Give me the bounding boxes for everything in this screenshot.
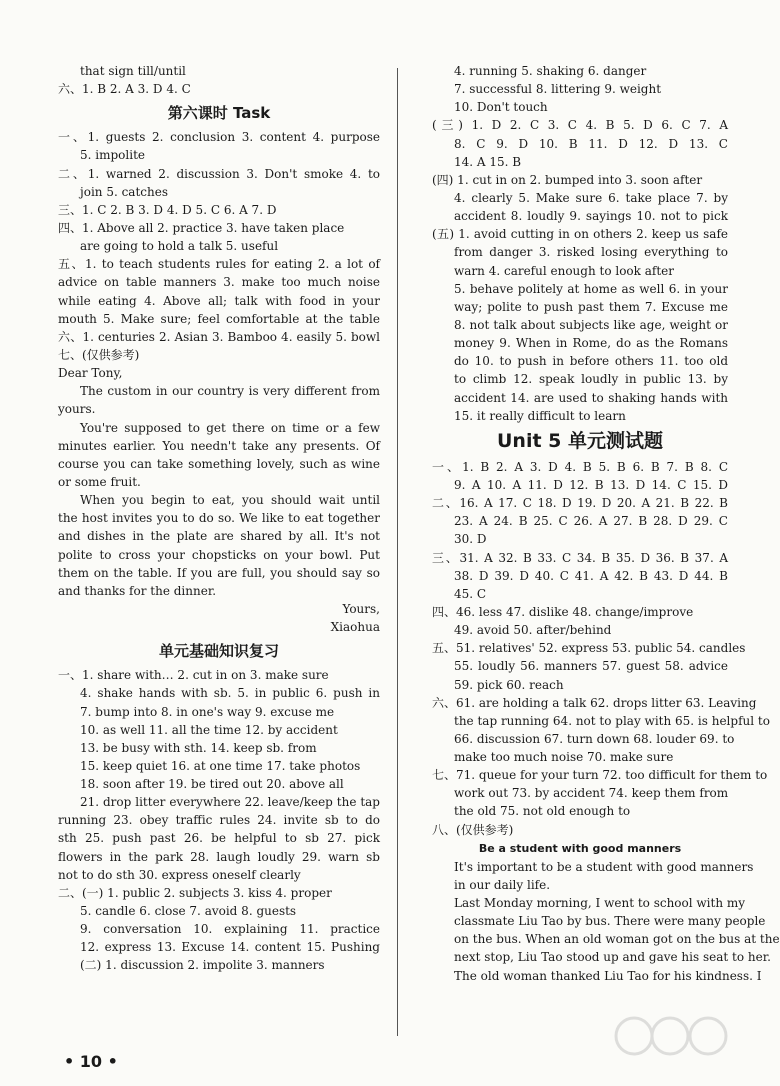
right-line: make too much noise 70. make sure: [454, 750, 674, 765]
left-line: 10. as well 11. all the time 12. by accident: [80, 722, 338, 737]
right-line: to climb 12. speak loudly in public 13. by: [454, 372, 728, 387]
right-line: 4. running 5. shaking 6. danger: [454, 64, 647, 78]
left-line: join 5. catches: [80, 184, 168, 199]
right-line: the old 75. not old enough to: [454, 804, 631, 819]
left-line: 12. express 13. Excuse 14. content 15. Pushing: [80, 940, 380, 955]
right-line: 八、(仅供参考): [432, 822, 514, 837]
left-line: or some fruit.: [58, 474, 141, 489]
right-line: classmate Liu Tao by bus. There were many people: [454, 914, 766, 929]
right-line: 4. clearly 5. Make sure 6. take place 7. by: [454, 190, 728, 205]
right-line: from danger 3. risked losing everything to: [454, 245, 728, 260]
column-divider: [397, 68, 398, 1036]
left-line: the host invites you to do so. We like to eat together: [58, 511, 380, 526]
left-line: 一、1. share with… 2. cut in on 3. make sure: [58, 668, 329, 683]
right-line: 59. pick 60. reach: [454, 677, 564, 692]
left-line: that sign till/until: [80, 64, 186, 78]
right-line: 二、16. A 17. C 18. D 19. D 20. A 21. B 22. B: [432, 496, 728, 511]
left-line: 13. be busy with sth. 14. keep sb. from: [80, 740, 317, 755]
left-line: 4. shake hands with sb. 5. in public 6. push in: [80, 686, 380, 701]
right-line: 14. A 15. B: [454, 154, 522, 169]
left-line: You're supposed to get there on time or a few: [80, 420, 380, 435]
right-line: 15. it really difficult to learn: [454, 408, 626, 423]
right-line: 六、61. are holding a talk 62. drops litter 63. Leaving: [432, 695, 757, 710]
left-line: Xiaohua: [330, 620, 380, 635]
left-line: polite to cross your chopsticks on your bowl. Put: [58, 547, 380, 562]
left-line: minutes earlier. You needn't take any presents. Of: [58, 438, 380, 453]
right-line: 三、31. A 32. B 33. C 34. B 35. D 36. B 37. A: [432, 550, 728, 565]
left-line: 5. candle 6. close 7. avoid 8. guests: [80, 904, 297, 919]
left-line: while eating 4. Above all; talk with food in your: [58, 293, 380, 308]
right-line: Last Monday morning, I went to school with my: [454, 896, 746, 911]
left-column: [58, 62, 380, 975]
right-line: do 10. to push in before others 11. too old: [454, 354, 728, 369]
left-line: Yours,: [342, 601, 380, 616]
left-line: and dishes in the plate are shared by all. It's not: [58, 529, 380, 544]
left-line: 七、(仅供参考): [58, 347, 140, 362]
right-line: It's important to be a student with good manners: [454, 859, 754, 874]
right-line: 7. successful 8. littering 9. weight: [454, 82, 662, 97]
right-line: 五、51. relatives' 52. express 53. public 54. candles: [432, 641, 746, 656]
left-line: and thanks for the dinner.: [58, 583, 217, 598]
left-line: 18. soon after 19. be tired out 20. above all: [80, 777, 344, 792]
left-line: 单元基础知识复习: [158, 642, 279, 661]
right-line: The old woman thanked Liu Tao for his kindness. I: [454, 968, 762, 983]
left-line: When you begin to eat, you should wait until: [80, 493, 380, 508]
right-line: in our daily life.: [454, 877, 551, 892]
right-line: 45. C: [454, 586, 487, 601]
right-line: 49. avoid 50. after/behind: [454, 623, 612, 638]
right-line: 55. loudly 56. manners 57. guest 58. advice: [454, 659, 728, 674]
page-number: • 10 •: [64, 1052, 118, 1071]
left-line: 第六课时 Task: [167, 104, 271, 123]
left-line: 五、1. to teach students rules for eating 2. a lot of: [58, 257, 380, 272]
right-line: the tap running 64. not to play with 65. is helpful to: [454, 713, 770, 728]
left-line: flowers in the park 28. laugh loudly 29. warn sb: [58, 849, 380, 864]
right-line: accident 8. loudly 9. sayings 10. not to pick: [454, 209, 728, 224]
left-line: 一、1. guests 2. conclusion 3. content 4. purpose: [58, 130, 380, 145]
left-line: 二、1. warned 2. discussion 3. Don't smoke 4. to: [58, 166, 380, 181]
right-line: way; polite to push past them 7. Excuse me: [454, 299, 728, 314]
right-line: 23. A 24. B 25. C 26. A 27. B 28. D 29. C: [454, 514, 728, 529]
right-line: 66. discussion 67. turn down 68. louder 69. to: [454, 731, 735, 746]
right-line: 10. Don't touch: [454, 100, 548, 115]
right-line: (五) 1. avoid cutting in on others 2. keep us safe: [432, 227, 728, 242]
right-line: Be a student with good manners: [478, 841, 682, 855]
right-line: money 9. When in Rome, do as the Romans: [454, 336, 728, 351]
left-line: 21. drop litter everywhere 22. leave/keep the tap: [80, 795, 380, 810]
left-line: mouth 5. Make sure; feel comfortable at the table: [58, 311, 380, 326]
left-line: 三、1. C 2. B 3. D 4. D 5. C 6. A 7. D: [58, 202, 277, 217]
left-line: course you can take something lovely, such as wine: [58, 456, 380, 471]
left-line: 六、1. B 2. A 3. D 4. C: [58, 82, 191, 97]
right-line: 8. not talk about subjects like age, weight or: [454, 317, 728, 332]
right-line: 七、71. queue for your turn 72. too difficult for them to: [432, 768, 768, 783]
right-line: warn 4. careful enough to look after: [454, 263, 675, 278]
right-line: 四、46. less 47. dislike 48. change/improve: [432, 604, 694, 619]
left-line: 15. keep quiet 16. at one time 17. take photos: [80, 758, 361, 773]
left-line: 二、(一) 1. public 2. subjects 3. kiss 4. proper: [58, 885, 332, 900]
right-line: next stop, Liu Tao stood up and gave his seat to her.: [454, 950, 771, 965]
left-line: The custom in our country is very different from: [80, 384, 380, 399]
left-line: (二) 1. discussion 2. impolite 3. manners: [80, 958, 325, 973]
right-line: 30. D: [454, 532, 487, 547]
right-line: (四) 1. cut in on 2. bumped into 3. soon after: [432, 172, 703, 187]
left-line: are going to hold a talk 5. useful: [80, 239, 279, 254]
right-line: on the bus. When an old woman got on the bus at the: [454, 932, 780, 947]
watermark-logo: [612, 1010, 742, 1080]
right-line: 9. A 10. A 11. D 12. B 13. D 14. C 15. D: [454, 477, 728, 492]
left-line: Dear Tony,: [58, 366, 123, 381]
right-line: work out 73. by accident 74. keep them from: [454, 786, 729, 801]
left-line: them on the table. If you are full, you should say so: [58, 565, 380, 580]
right-line: Unit 5 单元测试题: [497, 429, 663, 452]
left-line: yours.: [58, 402, 96, 417]
right-line: 一、1. B 2. A 3. D 4. B 5. B 6. B 7. B 8. C: [432, 459, 728, 474]
right-line: (三) 1. D 2. C 3. C 4. B 5. D 6. C 7. A: [432, 118, 728, 133]
left-line: advice on table manners 3. make too much noise: [58, 275, 380, 290]
right-line: 38. D 39. D 40. C 41. A 42. B 43. D 44. B: [454, 568, 728, 583]
left-line: 5. impolite: [80, 148, 145, 163]
right-line: accident 14. are used to shaking hands with: [454, 390, 728, 405]
right-column: [432, 62, 780, 985]
right-line: 8. C 9. D 10. B 11. D 12. D 13. C: [454, 136, 728, 151]
left-line: running 23. obey traffic rules 24. invite sb to do: [58, 813, 380, 828]
right-line: 5. behave politely at home as well 6. in your: [454, 281, 728, 296]
left-line: not to do sth 30. express oneself clearly: [58, 867, 301, 882]
left-line: sth 25. push past 26. be helpful to sb 27. pick: [58, 831, 380, 846]
left-line: 四、1. Above all 2. practice 3. have taken place: [58, 220, 345, 235]
left-line: 六、1. centuries 2. Asian 3. Bamboo 4. easily 5. bowl: [58, 329, 380, 344]
left-line: 7. bump into 8. in one's way 9. excuse me: [80, 704, 335, 719]
left-line: 9. conversation 10. explaining 11. practice: [80, 922, 380, 937]
